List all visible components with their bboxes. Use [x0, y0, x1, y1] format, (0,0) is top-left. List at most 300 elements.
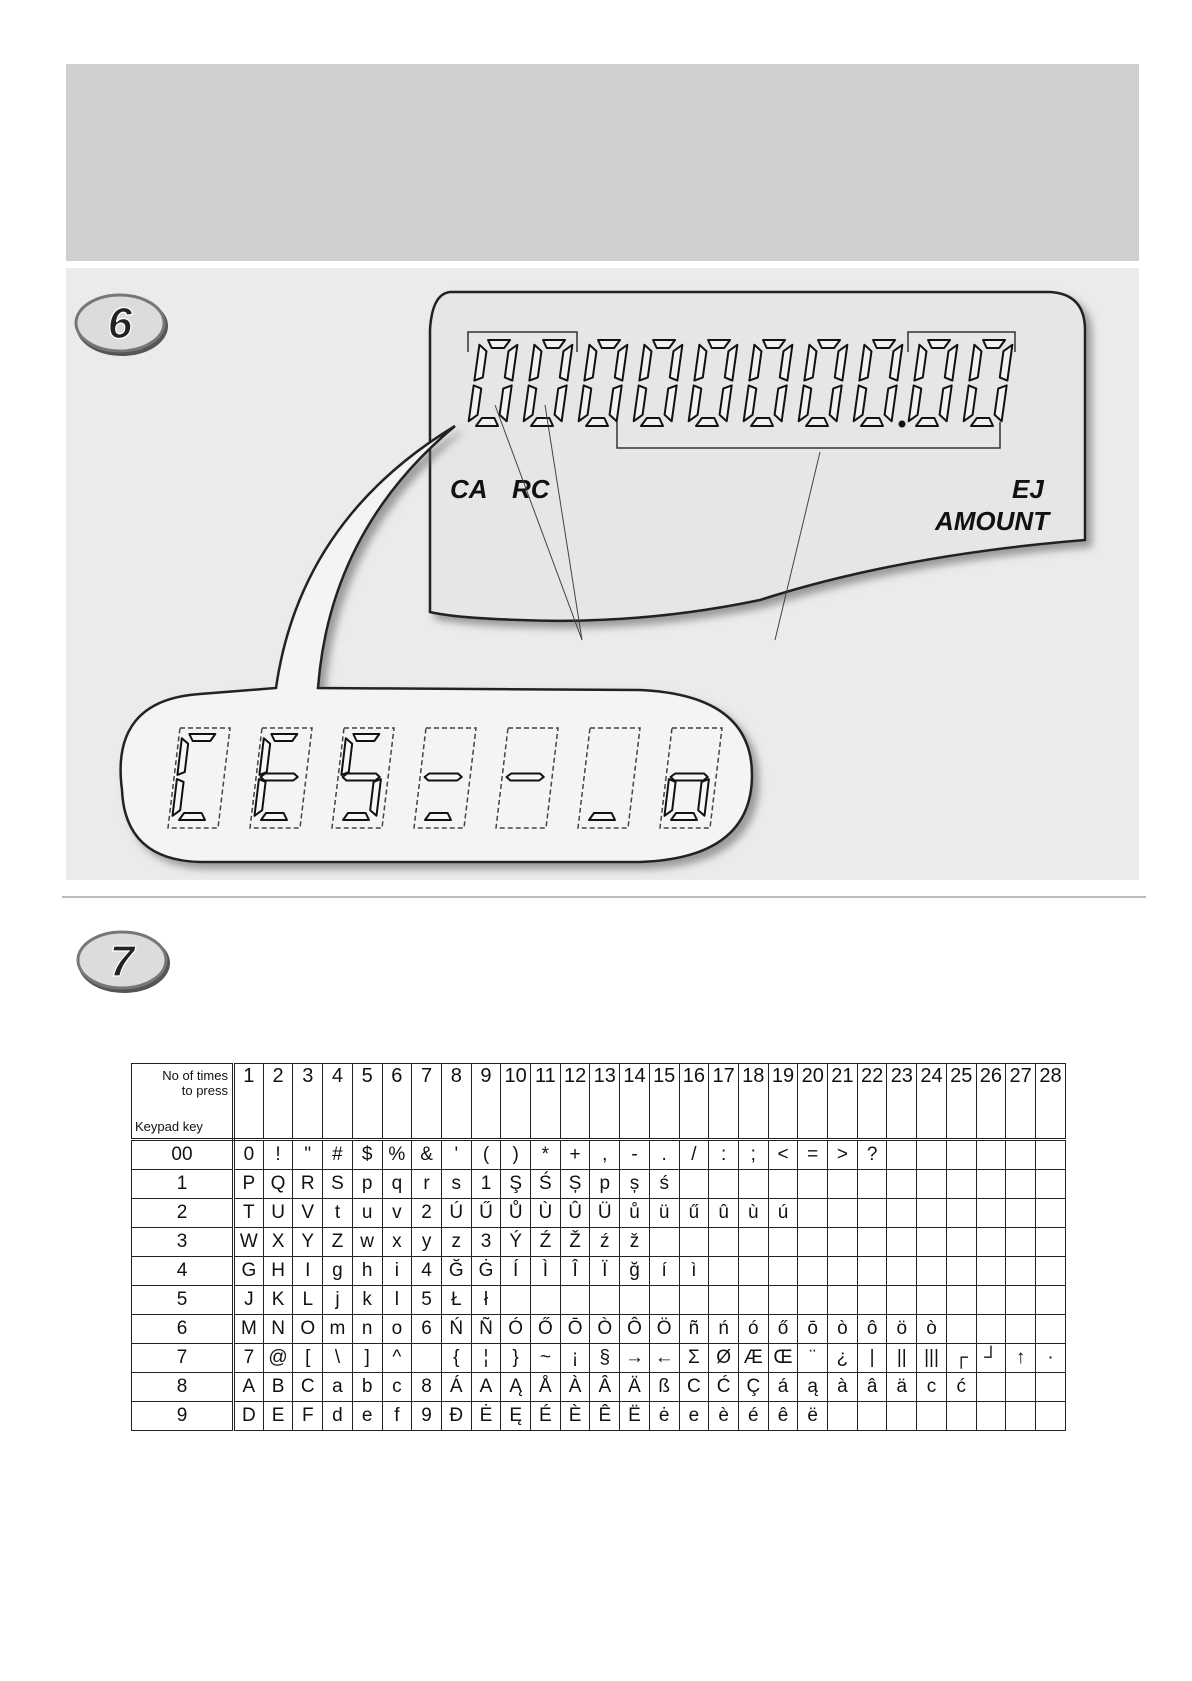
- table-cell: ù: [738, 1199, 768, 1228]
- table-cell: È: [560, 1402, 590, 1431]
- table-cell: [1035, 1315, 1065, 1344]
- table-cell: T: [234, 1199, 264, 1228]
- table-cell: }: [501, 1344, 531, 1373]
- table-cell: n: [352, 1315, 382, 1344]
- segment: [261, 774, 298, 781]
- table-cell: ?: [857, 1140, 887, 1170]
- table-cell: [1006, 1199, 1036, 1228]
- column-header: 2: [263, 1064, 293, 1140]
- table-cell: !: [263, 1140, 293, 1170]
- table-cell: [828, 1286, 858, 1315]
- row-key: 2: [132, 1199, 234, 1228]
- table-cell: 6: [412, 1315, 442, 1344]
- row-key: 00: [132, 1140, 234, 1170]
- table-cell: #: [323, 1140, 353, 1170]
- table-cell: L: [293, 1286, 323, 1315]
- table-cell: Æ: [738, 1344, 768, 1373]
- table-cell: ė: [649, 1402, 679, 1431]
- table-cell: t: [323, 1199, 353, 1228]
- table-cell: ò: [828, 1315, 858, 1344]
- table-cell: [1006, 1315, 1036, 1344]
- table-cell: û: [709, 1199, 739, 1228]
- step6-number: 6: [107, 299, 133, 348]
- header-line: to press: [181, 1083, 228, 1098]
- table-cell: Á: [441, 1373, 471, 1402]
- decimal-point: [899, 421, 906, 428]
- table-cell: À: [560, 1373, 590, 1402]
- table-row: [132, 1315, 1066, 1344]
- table-cell: [828, 1402, 858, 1431]
- table-cell: Ó: [501, 1315, 531, 1344]
- table-corner-header: [132, 1064, 234, 1140]
- table-cell: w: [352, 1228, 382, 1257]
- table-cell: [976, 1257, 1006, 1286]
- segment: [671, 774, 708, 781]
- table-row: [132, 1199, 1066, 1228]
- table-cell: Ġ: [471, 1257, 501, 1286]
- table-cell: g: [323, 1257, 353, 1286]
- table-cell: N: [263, 1315, 293, 1344]
- table-cell: ↑: [1006, 1344, 1036, 1373]
- table-cell: ,: [590, 1140, 620, 1170]
- table-cell: G: [234, 1257, 264, 1286]
- table-cell: [946, 1228, 976, 1257]
- table-cell: 7: [234, 1344, 264, 1373]
- table-cell: ¡: [560, 1344, 590, 1373]
- table-cell: [887, 1199, 917, 1228]
- table-cell: [1006, 1140, 1036, 1170]
- table-cell: ': [441, 1140, 471, 1170]
- table-cell: [976, 1402, 1006, 1431]
- table-cell: ·: [1035, 1344, 1065, 1373]
- table-cell: 0: [234, 1140, 264, 1170]
- table-cell: /: [679, 1140, 709, 1170]
- step6-badge: [76, 295, 168, 356]
- table-cell: [798, 1257, 828, 1286]
- table-cell: Ş: [501, 1170, 531, 1199]
- table-cell: ö: [887, 1315, 917, 1344]
- table-cell: [501, 1286, 531, 1315]
- table-cell: Ë: [620, 1402, 650, 1431]
- table-cell: 8: [412, 1373, 442, 1402]
- table-cell: [679, 1170, 709, 1199]
- table-row: [132, 1373, 1066, 1402]
- table-cell: k: [352, 1286, 382, 1315]
- table-cell: ì: [679, 1257, 709, 1286]
- table-cell: [828, 1257, 858, 1286]
- table-cell: R: [293, 1170, 323, 1199]
- table-cell: [649, 1228, 679, 1257]
- segment: [189, 734, 215, 741]
- table-cell: §: [590, 1344, 620, 1373]
- table-cell: [1035, 1373, 1065, 1402]
- table-cell: Å: [531, 1373, 561, 1402]
- table-cell: [709, 1286, 739, 1315]
- table-cell: é: [738, 1402, 768, 1431]
- column-header: 3: [293, 1064, 323, 1140]
- segment: [353, 734, 379, 741]
- column-header: 24: [917, 1064, 947, 1140]
- table-cell: Ć: [709, 1373, 739, 1402]
- segment: [271, 734, 297, 741]
- table-cell: K: [263, 1286, 293, 1315]
- table-cell: [679, 1228, 709, 1257]
- table-cell: ğ: [620, 1257, 650, 1286]
- table-cell: Ș: [560, 1170, 590, 1199]
- table-cell: M: [234, 1315, 264, 1344]
- table-cell: [887, 1286, 917, 1315]
- table-cell: {: [441, 1344, 471, 1373]
- column-header: 20: [798, 1064, 828, 1140]
- table-row: [132, 1344, 1066, 1373]
- table-cell: [1035, 1199, 1065, 1228]
- table-cell: [798, 1170, 828, 1199]
- table-cell: H: [263, 1257, 293, 1286]
- table-cell: Ì: [531, 1257, 561, 1286]
- column-header: 28: [1035, 1064, 1065, 1140]
- table-cell: $: [352, 1140, 382, 1170]
- table-cell: -: [620, 1140, 650, 1170]
- table-cell: ž: [620, 1228, 650, 1257]
- table-cell: Ö: [649, 1315, 679, 1344]
- table-cell: [709, 1170, 739, 1199]
- table-cell: [857, 1170, 887, 1199]
- table-cell: [768, 1170, 798, 1199]
- table-cell: Ů: [501, 1199, 531, 1228]
- table-cell: ¨: [798, 1344, 828, 1373]
- segment: [671, 813, 697, 820]
- table-row: [132, 1257, 1066, 1286]
- table-cell: [1006, 1402, 1036, 1431]
- table-cell: =: [798, 1140, 828, 1170]
- table-cell: d: [323, 1402, 353, 1431]
- column-header: 13: [590, 1064, 620, 1140]
- table-cell: [976, 1373, 1006, 1402]
- column-header: 14: [620, 1064, 650, 1140]
- table-cell: ű: [679, 1199, 709, 1228]
- row-key: 3: [132, 1228, 234, 1257]
- table-cell: r: [412, 1170, 442, 1199]
- table-cell: Ń: [441, 1315, 471, 1344]
- column-header: 22: [857, 1064, 887, 1140]
- row-key: 9: [132, 1402, 234, 1431]
- lcd-label-amount: AMOUNT: [935, 506, 1050, 536]
- table-cell: s: [441, 1170, 471, 1199]
- table-cell: \: [323, 1344, 353, 1373]
- table-cell: ș: [620, 1170, 650, 1199]
- table-cell: ś: [649, 1170, 679, 1199]
- table-cell: q: [382, 1170, 412, 1199]
- table-cell: [768, 1228, 798, 1257]
- table-cell: Ù: [531, 1199, 561, 1228]
- table-cell: [857, 1228, 887, 1257]
- table-cell: 1: [471, 1170, 501, 1199]
- row-key: 1: [132, 1170, 234, 1199]
- table-cell: [590, 1286, 620, 1315]
- table-cell: ú: [768, 1199, 798, 1228]
- table-cell: 9: [412, 1402, 442, 1431]
- column-header: 9: [471, 1064, 501, 1140]
- table-cell: j: [323, 1286, 353, 1315]
- table-cell: Ė: [471, 1402, 501, 1431]
- row-key: 8: [132, 1373, 234, 1402]
- table-cell: [887, 1170, 917, 1199]
- table-cell: Ę: [501, 1402, 531, 1431]
- table-cell: [1035, 1170, 1065, 1199]
- table-cell: P: [234, 1170, 264, 1199]
- table-cell: |: [857, 1344, 887, 1373]
- table-cell: [828, 1228, 858, 1257]
- table-cell: 5: [412, 1286, 442, 1315]
- table-cell: ": [293, 1140, 323, 1170]
- table-cell: [620, 1286, 650, 1315]
- table-cell: [531, 1286, 561, 1315]
- table-cell: [887, 1140, 917, 1170]
- table-cell: ┘: [976, 1344, 1006, 1373]
- table-cell: Ç: [738, 1373, 768, 1402]
- table-cell: à: [828, 1373, 858, 1402]
- table-cell: C: [679, 1373, 709, 1402]
- table-cell: Í: [501, 1257, 531, 1286]
- table-cell: Ñ: [471, 1315, 501, 1344]
- table-cell: Ő: [531, 1315, 561, 1344]
- column-header: 26: [976, 1064, 1006, 1140]
- table-cell: [887, 1257, 917, 1286]
- table-cell: <: [768, 1140, 798, 1170]
- table-cell: [917, 1257, 947, 1286]
- table-cell: [917, 1140, 947, 1170]
- table-cell: ¿: [828, 1344, 858, 1373]
- table-row: [132, 1170, 1066, 1199]
- table-cell: [798, 1228, 828, 1257]
- table-cell: I: [293, 1257, 323, 1286]
- table-cell: [560, 1286, 590, 1315]
- table-cell: ¦: [471, 1344, 501, 1373]
- table-cell: m: [323, 1315, 353, 1344]
- table-cell: [649, 1286, 679, 1315]
- table-cell: [828, 1199, 858, 1228]
- table-cell: l: [382, 1286, 412, 1315]
- table-cell: [857, 1257, 887, 1286]
- table-cell: [798, 1286, 828, 1315]
- table-cell: Ł: [441, 1286, 471, 1315]
- section-divider: [62, 896, 1146, 898]
- table-cell: á: [768, 1373, 798, 1402]
- column-header: 11: [531, 1064, 561, 1140]
- table-cell: [709, 1257, 739, 1286]
- segment: [179, 813, 205, 820]
- table-cell: ć: [946, 1373, 976, 1402]
- column-header: 1: [234, 1064, 264, 1140]
- table-cell: [828, 1170, 858, 1199]
- table-cell: ]: [352, 1344, 382, 1373]
- table-cell: è: [709, 1402, 739, 1431]
- table-cell: [857, 1402, 887, 1431]
- table-cell: p: [590, 1170, 620, 1199]
- table-cell: Ü: [590, 1199, 620, 1228]
- segment: [507, 774, 544, 781]
- table-cell: J: [234, 1286, 264, 1315]
- table-cell: É: [531, 1402, 561, 1431]
- table-cell: Y: [293, 1228, 323, 1257]
- table-cell: ê: [768, 1402, 798, 1431]
- table-cell: [946, 1402, 976, 1431]
- table-row: [132, 1140, 1066, 1170]
- table-cell: ||: [887, 1344, 917, 1373]
- table-cell: ^: [382, 1344, 412, 1373]
- table-cell: u: [352, 1199, 382, 1228]
- table-cell: Ê: [590, 1402, 620, 1431]
- table-cell: V: [293, 1199, 323, 1228]
- table-cell: +: [560, 1140, 590, 1170]
- table-cell: ń: [709, 1315, 739, 1344]
- table-cell: [1035, 1140, 1065, 1170]
- column-header: 18: [738, 1064, 768, 1140]
- table-row: [132, 1228, 1066, 1257]
- table-cell: B: [263, 1373, 293, 1402]
- table-cell: >: [828, 1140, 858, 1170]
- table-cell: ;: [738, 1140, 768, 1170]
- table-cell: Ï: [590, 1257, 620, 1286]
- table-cell: ò: [917, 1315, 947, 1344]
- segment: [261, 813, 287, 820]
- column-header: 6: [382, 1064, 412, 1140]
- table-cell: [946, 1257, 976, 1286]
- table-cell: F: [293, 1402, 323, 1431]
- row-key: 4: [132, 1257, 234, 1286]
- column-header: 7: [412, 1064, 442, 1140]
- step7-badge: [70, 925, 174, 997]
- table-cell: [946, 1170, 976, 1199]
- table-cell: [976, 1228, 1006, 1257]
- table-cell: ~: [531, 1344, 561, 1373]
- table-cell: A: [471, 1373, 501, 1402]
- table-row: [132, 1286, 1066, 1315]
- table-cell: .: [649, 1140, 679, 1170]
- table-cell: o: [382, 1315, 412, 1344]
- table-cell: [1006, 1170, 1036, 1199]
- table-cell: [738, 1170, 768, 1199]
- table-cell: p: [352, 1170, 382, 1199]
- table-cell: [1035, 1402, 1065, 1431]
- table-cell: ┌: [946, 1344, 976, 1373]
- table-cell: Ą: [501, 1373, 531, 1402]
- table-cell: f: [382, 1402, 412, 1431]
- header-times-to-press: [162, 1068, 228, 1098]
- table-cell: c: [917, 1373, 947, 1402]
- column-header: 21: [828, 1064, 858, 1140]
- table-cell: ő: [768, 1315, 798, 1344]
- table-cell: [768, 1286, 798, 1315]
- column-header: 12: [560, 1064, 590, 1140]
- column-header: 19: [768, 1064, 798, 1140]
- table-cell: Î: [560, 1257, 590, 1286]
- table-cell: Ô: [620, 1315, 650, 1344]
- table-cell: [768, 1257, 798, 1286]
- table-cell: [738, 1257, 768, 1286]
- table-cell: (: [471, 1140, 501, 1170]
- table-cell: ñ: [679, 1315, 709, 1344]
- table-cell: 3: [471, 1228, 501, 1257]
- table-cell: â: [857, 1373, 887, 1402]
- table-cell: h: [352, 1257, 382, 1286]
- table-cell: ō: [798, 1315, 828, 1344]
- table-cell: [976, 1170, 1006, 1199]
- table-cell: [738, 1228, 768, 1257]
- table-cell: í: [649, 1257, 679, 1286]
- column-header: 16: [679, 1064, 709, 1140]
- table-cell: [976, 1315, 1006, 1344]
- row-key: 5: [132, 1286, 234, 1315]
- table-cell: Ō: [560, 1315, 590, 1344]
- header-keypad-key: Keypad key: [135, 1119, 203, 1134]
- table-cell: [1006, 1373, 1036, 1402]
- table-cell: Ø: [709, 1344, 739, 1373]
- table-cell: [1006, 1228, 1036, 1257]
- table-cell: Ò: [590, 1315, 620, 1344]
- column-header: 23: [887, 1064, 917, 1140]
- table-cell: Z: [323, 1228, 353, 1257]
- table-cell: [798, 1199, 828, 1228]
- step7-number: 7: [109, 937, 135, 986]
- table-cell: ←: [649, 1344, 679, 1373]
- table-cell: [976, 1199, 1006, 1228]
- table-cell: [1035, 1286, 1065, 1315]
- column-header: 5: [352, 1064, 382, 1140]
- column-header: 27: [1006, 1064, 1036, 1140]
- table-cell: [917, 1286, 947, 1315]
- table-cell: [857, 1199, 887, 1228]
- table-cell: Ź: [531, 1228, 561, 1257]
- table-cell: [917, 1402, 947, 1431]
- table-cell: 4: [412, 1257, 442, 1286]
- table-cell: e: [679, 1402, 709, 1431]
- table-cell: E: [263, 1402, 293, 1431]
- table-cell: Œ: [768, 1344, 798, 1373]
- table-cell: Ä: [620, 1373, 650, 1402]
- table-cell: :: [709, 1140, 739, 1170]
- character-table: [131, 1063, 1066, 1431]
- table-header-row: [132, 1064, 1066, 1140]
- segment: [343, 774, 380, 781]
- table-cell: [857, 1286, 887, 1315]
- table-cell: |||: [917, 1344, 947, 1373]
- table-cell: C: [293, 1373, 323, 1402]
- table-cell: a: [323, 1373, 353, 1402]
- table-cell: Σ: [679, 1344, 709, 1373]
- table-cell: [946, 1286, 976, 1315]
- table-cell: 2: [412, 1199, 442, 1228]
- table-cell: v: [382, 1199, 412, 1228]
- table-cell: [1006, 1257, 1036, 1286]
- table-cell: [1035, 1257, 1065, 1286]
- table-cell: O: [293, 1315, 323, 1344]
- table-cell: ë: [798, 1402, 828, 1431]
- table-cell: x: [382, 1228, 412, 1257]
- table-cell: [412, 1344, 442, 1373]
- column-header: 25: [946, 1064, 976, 1140]
- table-cell: Â: [590, 1373, 620, 1402]
- table-cell: [946, 1315, 976, 1344]
- table-cell: &: [412, 1140, 442, 1170]
- column-header: 15: [649, 1064, 679, 1140]
- table-cell: [976, 1286, 1006, 1315]
- segment: [425, 774, 462, 781]
- table-cell: Q: [263, 1170, 293, 1199]
- table-cell: →: [620, 1344, 650, 1373]
- table-cell: c: [382, 1373, 412, 1402]
- table-cell: y: [412, 1228, 442, 1257]
